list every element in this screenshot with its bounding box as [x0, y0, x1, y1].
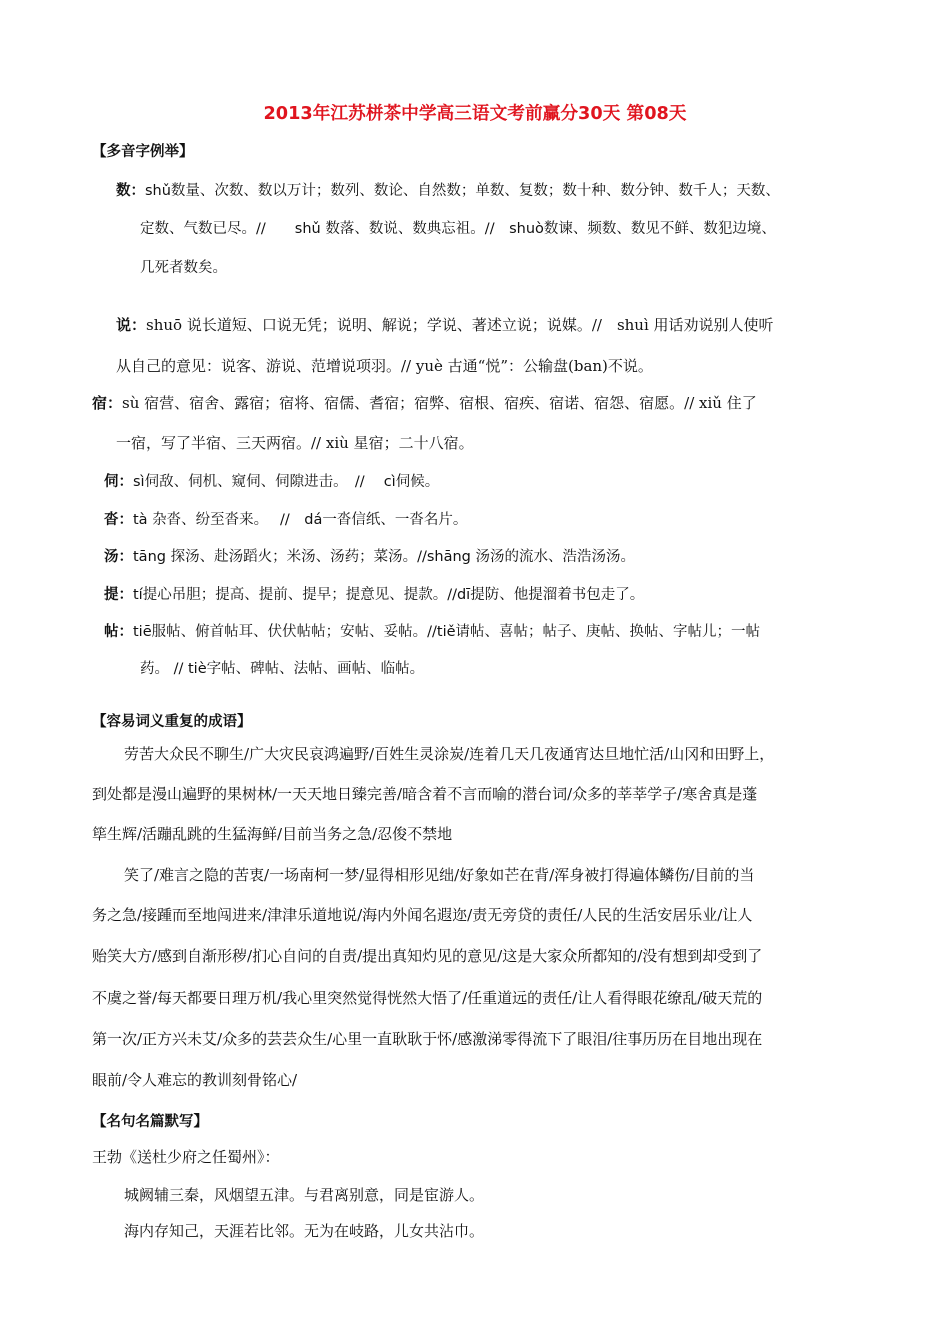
- headword-shu: 数：: [116, 183, 145, 199]
- document-title: 2013年江苏栟茶中学高三语文考前赢分30天 第08天: [263, 104, 687, 124]
- poem-line-1: 城阙辅三秦，风烟望五津。与君离别意，同是宦游人。: [124, 1186, 485, 1204]
- poem-line-2: 海内存知己，天涯若比邻。无为在岐路，儿女共沾巾。: [124, 1222, 485, 1240]
- poem-author: 王勃《送杜少府之任蜀州》：: [92, 1148, 280, 1166]
- entry-tie-line2: 药。 // tiè字帖、碑帖、法帖、画帖、临帖。: [140, 661, 425, 677]
- idiom-p1-line2: 到处都是漫山遍野的果树林/一天天地日臻完善/暗含着不言而喻的潜台词/众多的莘莘学子/寒舍真是蓬: [92, 785, 758, 803]
- headword-tie: 帖：: [104, 624, 133, 640]
- entry-shu-line3: 几死者数矣。: [140, 260, 227, 276]
- entry-shuo-line1: 说：shuō 说长道短、口说无凭；说明、解说；学说、著述立说；说媒。// shuì 用话劝说别人使听: [116, 316, 774, 334]
- idiom-p2-line6: 眼前/令人难忘的教训刻骨铭心/: [92, 1071, 298, 1089]
- section-heading-idiom: 【容易词义重复的成语】: [92, 714, 252, 730]
- entry-shu-line2: 定数、气数已尽。// shǔ 数落、数说、数典忘祖。// shuò数谏、频数、数见不鲜、数犯边境、: [140, 221, 776, 237]
- section-heading-poem: 【名句名篇默写】: [92, 1114, 208, 1130]
- entry-su-line1: 宿：sù 宿营、宿舍、露宿；宿将、宿儒、耆宿；宿弊、宿根、宿疾、宿诺、宿怨、宿愿。// xiǔ 住了: [92, 394, 757, 412]
- entry-tie-line1: 帖：tiē服帖、俯首帖耳、伏伏帖帖；安帖、妥帖。//tiě请帖、喜帖；帖子、庚帖、换帖、字帖儿；一帖: [104, 624, 761, 640]
- idiom-p2-line2: 务之急/接踵而至地闯进来/津津乐道地说/海内外闻名遐迩/责无旁贷的责任/人民的生活安居乐业/让人: [92, 906, 753, 924]
- entry-tang-line1: 汤：tāng 探汤、赴汤蹈火；米汤、汤药；菜汤。//shāng 汤汤的流水、浩浩汤汤。: [104, 549, 635, 565]
- entry-shu-line1: 数：shǔ数量、次数、数以万计；数列、数论、自然数；单数、复数；数十种、数分钟、数千人；天数、: [116, 183, 780, 199]
- headword-shuo: 说：: [116, 316, 147, 334]
- entry-su-line2: 一宿，写了半宿、三天两宿。// xiù 星宿；二十八宿。: [116, 434, 474, 452]
- entry-ti-line1: 提：tí提心吊胆；提高、提前、提早；提意见、提款。//dī提防、他提溜着书包走了。: [104, 587, 645, 603]
- section-heading-polyphone: 【多音字例举】: [92, 144, 194, 160]
- entry-ta-line1: 沓：tà 杂沓、纷至沓来。 // dá一沓信纸、一沓名片。: [104, 512, 468, 528]
- idiom-p2-line1: 笑了/难言之隐的苦衷/一场南柯一梦/显得相形见绌/好象如芒在背/浑身被打得遍体鳞伤/目前的当: [124, 866, 755, 884]
- headword-su: 宿：: [92, 394, 123, 412]
- idiom-p2-line3: 贻笑大方/感到自渐形秽/扪心自问的自责/提出真知灼见的意见/这是大家众所都知的/没有想到却受到了: [92, 947, 763, 965]
- headword-si: 伺：: [104, 474, 133, 490]
- entry-si-line1: 伺：sì伺敌、伺机、窥伺、伺隙进击。 // cì伺候。: [104, 474, 440, 490]
- idiom-p1-line1: 劳苦大众民不聊生/广大灾民哀鸿遍野/百姓生灵涂炭/连着几天几夜通宵达旦地忙活/山冈和田野上，: [124, 745, 775, 763]
- idiom-p2-line5: 第一次/正方兴未艾/众多的芸芸众生/心里一直耿耿于怀/感激涕零得流下了眼泪/往事历历在目地出现在: [92, 1030, 763, 1048]
- headword-ta: 沓：: [104, 512, 133, 528]
- entry-shuo-line2: 从自己的意见：说客、游说、范增说项羽。// yuè 古通“悦”：公输盘(ban)不说。: [116, 357, 653, 375]
- headword-tang: 汤：: [104, 549, 133, 565]
- idiom-p2-line4: 不虞之誉/每天都要日理万机/我心里突然觉得恍然大悟了/任重道远的责任/让人看得眼花缭乱/破天荒的: [92, 989, 763, 1007]
- headword-ti: 提：: [104, 587, 133, 603]
- idiom-p1-line3: 筚生辉/活蹦乱跳的生猛海鲜/目前当务之急/忍俊不禁地: [92, 825, 453, 843]
